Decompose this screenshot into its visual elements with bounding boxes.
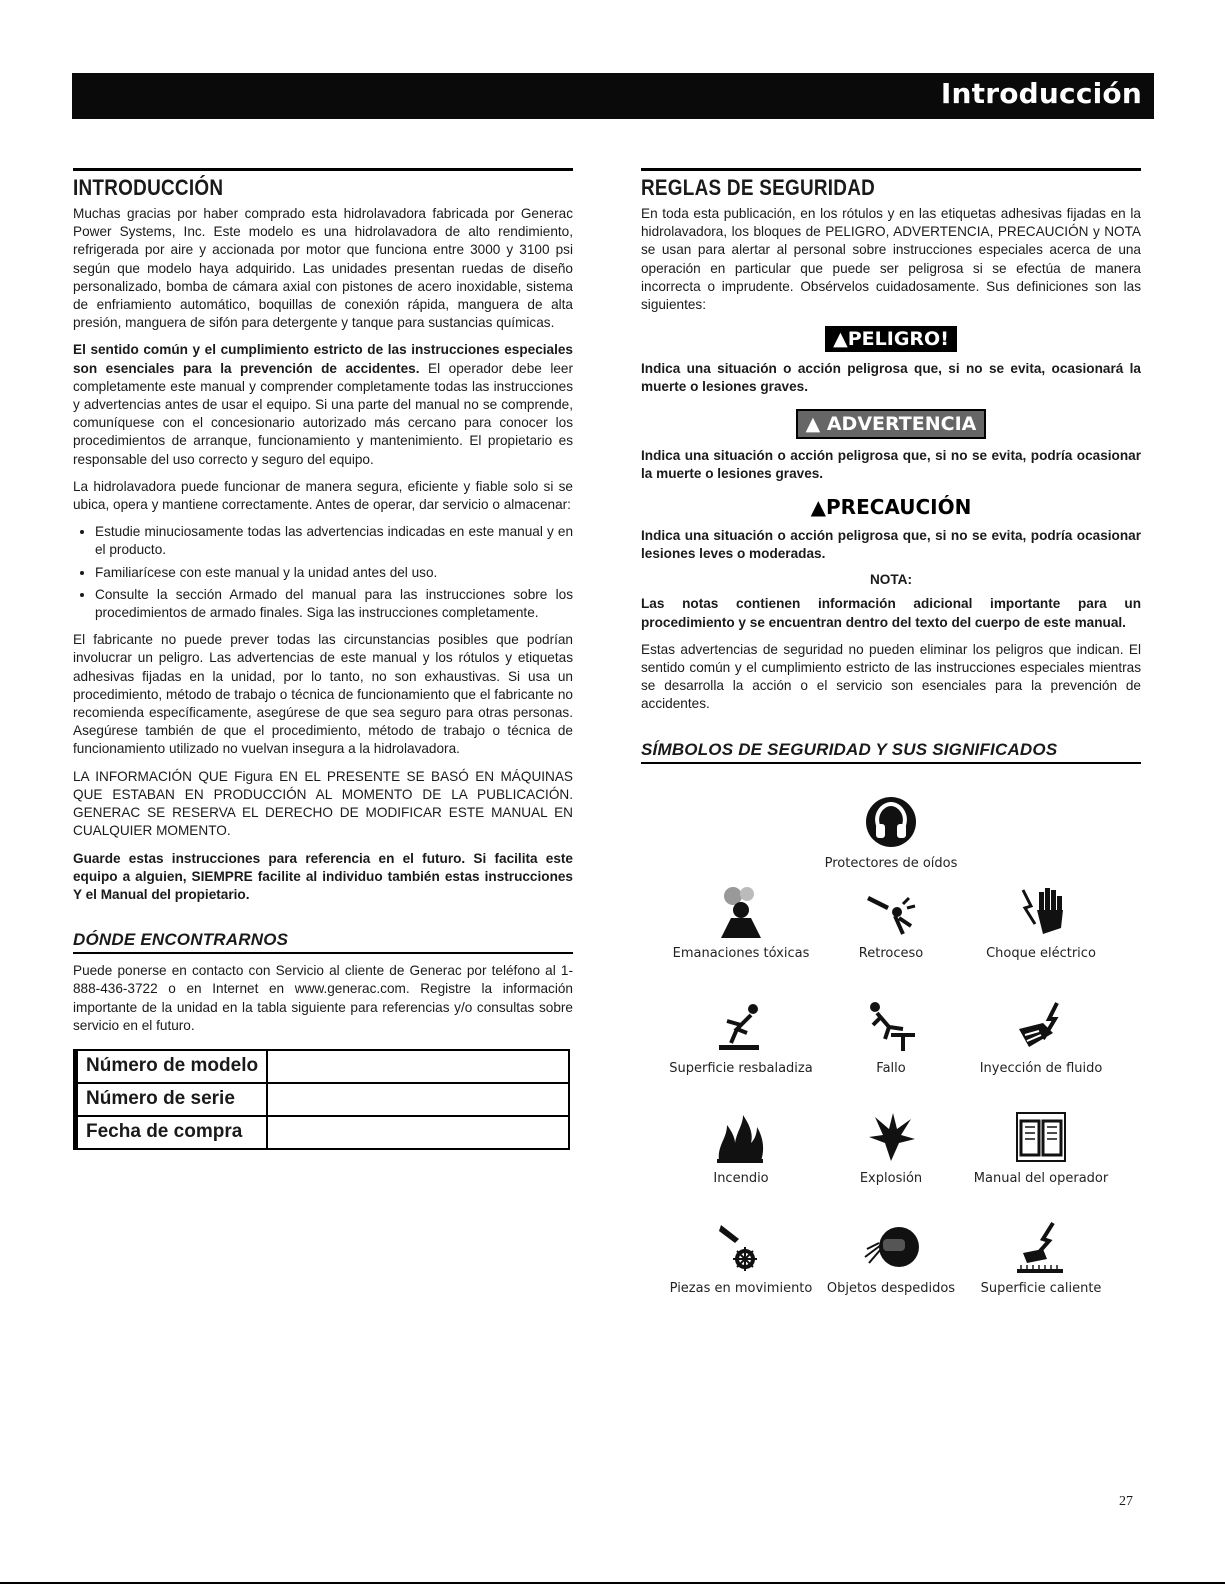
list-item: • Consulte la sección Armado del manual para las instrucciones sobre los procedimientos de armado finales. Siga las instrucciones completamente. [95,586,573,622]
symbol-label: Explosión [859,1170,923,1186]
safety-paragraph-2: Estas advertencias de seguridad no pueden eliminar los peligros que indican. El sentido común y el cumplimiento estricto de las instrucciones especiales mientras se desarrolla la acción o el servicio son esenciales para la prevención de accidentes. [641,641,1141,712]
symbol-label: Fallo [876,1060,906,1076]
ear-protection-icon [863,794,919,850]
contact-paragraph: Puede ponerse en contacto con Servicio al cliente de Generac por teléfono al 1-888-436-3722 o en Internet en www.generac.com. Registre la información importante de la unidad en la tabla siguiente para referencias y/o consultas sobre servicio en el futuro. [73,963,573,1033]
safety-paragraph-1: En toda esta publicación, en los rótulos y en las etiquetas adhesivas fijadas en la hidrolavadora, los bloques de PELIGRO, ADVERTENCIA, PRECAUCIÓN y NOTA se usan para alertar al personal sobre instrucciones especiales acerca de una operación en particular que puede ser peligrosa si se efectúa de manera incorrecta o imprudente. Obsérvelos cuidadosamente. Sus definiciones son las siguientes: [641,206,1141,313]
hot-surface-icon [1013,1219,1069,1275]
page-number: 27 [1119,1494,1133,1509]
symbol-label: Protectores de oídos [824,855,958,871]
fluid-injection-icon [1013,999,1069,1055]
symbol-kickback [816,884,966,961]
danger-label: ▲PELIGRO! [825,326,957,352]
page-title: Introducción [940,77,1142,110]
symbol-label: Incendio [713,1170,769,1186]
fall-icon [863,999,919,1055]
warning-signal [641,409,1141,439]
warning-label: ▲ ADVERTENCIA [796,409,987,439]
left-column [73,168,573,1150]
danger-signal [641,326,1141,352]
toxic-fumes-icon [713,884,769,940]
electric-shock-icon [1013,884,1069,940]
symbol-label: Inyección de fluido [979,1060,1103,1076]
intro-paragraph-6: Guarde estas instrucciones para referencia en el futuro. Si facilita este equipo a alguien, SIEMPRE facilite al individuo también estas instrucciones Y el Manual del propietario. [73,850,573,902]
header-bar [72,73,1154,119]
model-number-label: Número de modelo [76,1050,268,1083]
intro-title: INTRODUCCIÓN [73,175,224,200]
purchase-date-field[interactable] [267,1116,569,1149]
symbol-label: Retroceso [858,945,924,961]
symbol-moving-parts [666,1219,816,1296]
operator-manual-icon [1013,1109,1069,1165]
symbol-label: Objetos despedidos [826,1280,956,1296]
caution-label: ▲PRECAUCIÓN [810,495,972,520]
note-text: Las notas contienen información adicional importante para un procedimiento y se encuentran dentro del texto del cuerpo de este manual. [641,596,1141,630]
intro-paragraph-3: La hidrolavadora puede funcionar de manera segura, eficiente y fiable solo si se ubica, opera y mantiene correctamente. Antes de operar, dar servicio o almacenar: [73,478,573,513]
symbol-hot-surface [966,1219,1116,1296]
symbol-explosion [816,1109,966,1186]
serial-number-field[interactable] [267,1083,569,1116]
intro-paragraph-2-bold: El sentido común y el cumplimiento estricto de las instrucciones especiales son esenciales para la prevención de accidentes. [73,342,573,376]
symbol-label: Superficie resbaladiza [669,1060,813,1076]
symbol-slippery-surface [666,999,816,1076]
symbol-ear-protection [816,794,966,871]
right-column [641,168,1141,1324]
warning-text: Indica una situación o acción peligrosa que, si no se evita, podría ocasionar la muerte o lesiones graves. [641,447,1141,481]
caution-signal [641,495,1141,519]
section-rule [73,168,573,171]
moving-parts-icon [713,1219,769,1275]
intro-paragraph-5: LA INFORMACIÓN QUE Figura EN EL PRESENTE SE BASÓ EN MÁQUINAS QUE ESTABAN EN PRODUCCIÓN AL MOMENTO DE LA PUBLICACIÓN. GENERAC SE RESERVA EL DERECHO DE MODIFICAR ESTE MANUAL EN CUALQUIER MOMENTO. [73,768,573,839]
symbol-label: Choque eléctrico [986,945,1096,961]
bottom-rule [0,1582,1225,1584]
explosion-icon [863,1109,919,1165]
unit-info-table [73,1049,570,1150]
symbol-flying-objects [816,1219,966,1296]
flying-objects-icon [863,1219,919,1275]
serial-number-label: Número de serie [76,1083,268,1116]
symbol-label: Piezas en movimiento [669,1280,813,1296]
symbol-fire [666,1109,816,1186]
table-row [76,1116,570,1149]
symbol-label: Superficie caliente [980,1280,1102,1296]
symbol-label: Manual del operador [973,1170,1109,1186]
caution-text: Indica una situación o acción peligrosa que, si no se evita, podría ocasionar lesiones leves o moderadas. [641,528,1141,562]
symbol-fluid-injection [966,999,1116,1076]
intro-paragraph-1: Muchas gracias por haber comprado esta hidrolavadora fabricada por Generac Power Systems, Inc. Este modelo es una hidrolavadora de alto rendimiento, refrigerada por aire y accionada por motor que funciona entre 3000 y 3100 psi según que modelo haya adquirido. Las unidades presentan ruedas de diseño personalizado, bomba de cámara axial con pistones de acero inoxidable, sistema de enfriamiento automático, boquillas de conexión rápida, manguera de alta presión, manguera de sifón para detergente y tanque para sustancias químicas. [73,206,573,331]
symbol-toxic-fumes [666,884,816,961]
contact-title: DÓNDE ENCONTRARNOS [73,930,573,954]
fire-icon [713,1109,769,1165]
list-item: • Estudie minuciosamente todas las advertencias indicadas en este manual y en el producto. [95,523,573,559]
intro-paragraph-2-rest: El operador debe leer completamente este manual y comprender completamente todas las instrucciones y advertencias antes de usar el equipo. Si una parte del manual no se comprende, comuníquese con el concesionario autorizado más cercano para conocer los procedimientos de arranque, funcionamiento y mantenimiento. El propietario es responsable del uso correcto y seguro del equipo. [73,360,573,467]
intro-bullet-list [73,523,573,622]
table-row [76,1083,570,1116]
danger-text: Indica una situación o acción peligrosa que, si no se evita, ocasionará la muerte o lesiones graves. [641,361,1141,395]
note-label: NOTA: [869,572,913,588]
list-item: • Familiarícese con este manual y la unidad antes del uso. [95,564,573,582]
section-rule [641,168,1141,171]
purchase-date-label: Fecha de compra [76,1116,268,1149]
symbols-title: SÍMBOLOS DE SEGURIDAD Y SUS SIGNIFICADOS [641,740,1141,764]
intro-paragraph-2 [73,341,573,468]
symbol-electric-shock [966,884,1116,961]
intro-paragraph-4: El fabricante no puede prever todas las circunstancias posibles que podrían involucrar un peligro. Las advertencias de este manual y los rótulos y etiquetas adhesivas fijadas en la unidad, por lo tanto, no son exhaustivas. Si usa un procedimiento, método de trabajo o técnica de funcionamiento que el fabricante no recomienda específicamente, asegúrese de que sea seguro para otras personas. Asegúrese también de que el procedimiento, método de trabajo o técnica de funcionamiento utilizado no vuelvan insegura a la hidrolavadora. [73,632,573,757]
safety-title: REGLAS DE SEGURIDAD [641,175,876,200]
symbol-label: Emanaciones tóxicas [672,945,810,961]
table-row [76,1050,570,1083]
symbol-fall [816,999,966,1076]
model-number-field[interactable] [267,1050,569,1083]
symbol-operator-manual [966,1109,1116,1186]
kickback-icon [863,884,919,940]
slippery-surface-icon [713,999,769,1055]
symbols-grid [641,784,1141,1324]
